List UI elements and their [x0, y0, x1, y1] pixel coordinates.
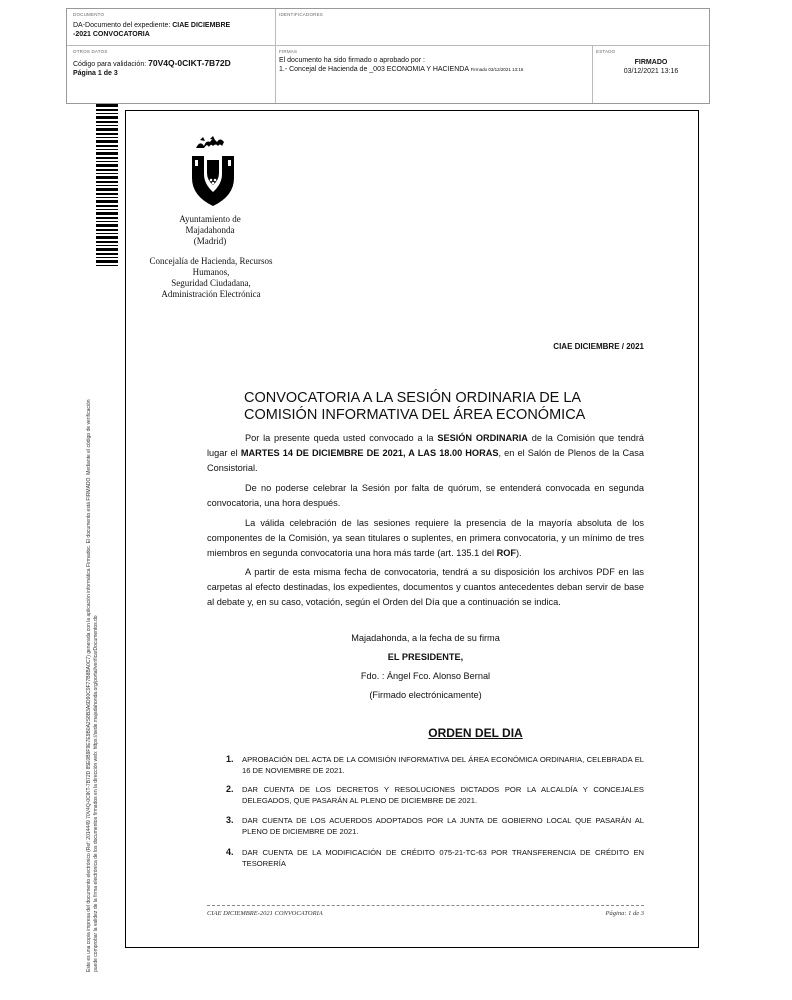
barcode-bar — [96, 217, 118, 219]
agenda-item-text: DAR CUENTA DE LA MODIFICACIÓN DE CRÉDITO 075-21-TC-63 POR TRANSFERENCIA DE CRÉDITO EN TESORERÍA — [242, 848, 644, 868]
divider — [592, 45, 593, 103]
divider — [67, 45, 709, 46]
divider — [275, 9, 276, 103]
barcode-bar — [96, 229, 118, 231]
paragraph-quorum: De no poderse celebrar la Sesión por falta de quórum, se entenderá convocada en segunda convocatoria, una hora después. — [207, 483, 644, 508]
verification-barcode — [96, 104, 118, 266]
identificadores-label: IDENTIFICADORES — [279, 12, 324, 17]
estado-cell — [596, 49, 706, 76]
sign-name: Fdo. : Ángel Fco. Alonso Bernal — [360, 671, 491, 681]
firmas-line2: 1.- Concejal de Hacienda de _003 ECONOMIA Y HACIENDA Firmado 03/12/2021 13:16 — [279, 66, 524, 73]
sign-place: Majadahonda, a la fecha de su firma — [351, 633, 500, 643]
barcode-bar — [96, 140, 118, 143]
barcode-bar — [96, 169, 118, 171]
barcode-bar — [96, 193, 118, 195]
document-header — [66, 8, 710, 104]
barcode-bar — [96, 188, 118, 191]
pagina-count: Página 1 de 3 — [73, 70, 118, 77]
agenda-item-text: DAR CUENTA DE LOS ACUERDOS ADOPTADOS POR LA JUNTA DE GOBIERNO LOCAL QUE PASARÁN AL PLENO DE DICIEMBRE DE 2021. — [242, 816, 644, 836]
barcode-bar — [96, 265, 118, 266]
documento-cell — [73, 12, 273, 39]
document-title — [244, 390, 644, 424]
barcode-bar — [96, 257, 118, 258]
barcode-bar — [96, 104, 118, 107]
barcode-bar — [96, 260, 118, 263]
sign-role: EL PRESIDENTE, — [387, 652, 464, 662]
side-verification-text-1: Este es una copia impresa del documento electrónico (Ref: 2014449 70V4Q-0CIKT-7B72D 85E0B9F9E7E9B0A2S8B3A6D90C9F77B8BA0C7) generada con la aplicación informática Firmadoc. El documento está FIRMADO. Mediante el código de verificación — [86, 399, 92, 972]
barcode-bar — [96, 181, 118, 183]
barcode-bar — [96, 212, 118, 215]
barcode-bar — [96, 164, 118, 167]
barcode-bar — [96, 125, 118, 126]
barcode-bar — [96, 197, 118, 198]
organization-name — [150, 214, 270, 247]
barcode-bar — [96, 113, 118, 114]
barcode-bar — [96, 200, 118, 203]
barcode-bar — [96, 121, 118, 123]
title-line1: CONVOCATORIA A LA SESIÓN ORDINARIA DE LA — [244, 390, 582, 406]
barcode-bar — [96, 233, 118, 234]
barcode-bar — [96, 221, 118, 222]
otros-datos-cell — [73, 49, 273, 78]
agenda-item-text: APROBACIÓN DEL ACTA DE LA COMISIÓN INFORMATIVA DEL ÁREA ECONÓMICA ORDINARIA, CELEBRADA EL 16 DE NOVIEMBRE DE 2021. — [242, 755, 644, 775]
dept-line1: Concejalía de Hacienda, Recursos — [149, 256, 273, 266]
barcode-bar — [96, 224, 118, 227]
barcode-bar — [96, 173, 118, 174]
barcode-bar — [96, 245, 118, 246]
department-name — [138, 256, 284, 300]
org-line1: Ayuntamiento de — [179, 214, 241, 224]
firmas-line1: El documento ha sido firmado o aprobado por : — [279, 57, 425, 64]
footer-left: CIAE DICIEMBRE-2021 CONVOCATORIA — [207, 910, 323, 917]
barcode-bar — [96, 157, 118, 159]
side-verification-text-2: puede comprobar la validez de la firma electrónica de los documentos firmados en la dirección web: https://sede.majadahonda.org/portal/verificarDocumentos.do — [93, 615, 99, 972]
estado-label: ESTADO — [596, 49, 616, 54]
barcode-bar — [96, 248, 118, 251]
paragraph-convocatoria: Por la presente queda usted convocado a la SESIÓN ORDINARIA de la Comisión que tendrá lugar el MARTES 14 DE DICIEMBRE DE 2021, A LAS 18.00 HORAS, en el Salón de Plenos de la Casa Consistorial. — [207, 433, 644, 473]
barcode-bar — [96, 241, 118, 243]
barcode-bar — [96, 236, 118, 239]
dept-line2: Humanos, — [192, 267, 230, 277]
org-line2: Majadahonda — [185, 225, 235, 235]
paragraph-validez: La válida celebración de las sesiones requiere la presencia de la mayoría absoluta de los componentes de la Comisión, ya sean titulares o suplentes, en primera convocatoria, y un mínimo de tres miembros en segunda convocatoria una hora más tarde (art. 135.1 del ROF). — [207, 518, 644, 558]
org-line3: (Madrid) — [193, 236, 227, 246]
agenda-item-number: 3. — [226, 815, 234, 825]
documento-text: DA-Documento del expediente: CIAE DICIEMBRE -2021 CONVOCATORIA — [73, 22, 231, 38]
barcode-bar — [96, 116, 118, 119]
agenda-item-number: 2. — [226, 784, 234, 794]
codigo-validacion: Código para validación: 70V4Q-0CIKT-7B72D — [73, 58, 231, 68]
documento-label: DOCUMENTO — [73, 12, 105, 17]
document-reference: CIAE DICIEMBRE / 2021 — [553, 342, 644, 351]
title-line2: COMISIÓN INFORMATIVA DEL ÁREA ECONÓMICA — [244, 407, 586, 423]
agenda-item-number: 4. — [226, 847, 234, 857]
identificadores-cell — [279, 12, 579, 17]
barcode-bar — [96, 149, 118, 150]
agenda-item-text: DAR CUENTA DE LOS DECRETOS Y RESOLUCIONES DICTADOS POR LA ALCALDÍA Y CONCEJALES DELEGADOS, QUE PASARÁN AL PLENO DE DICIEMBRE DE 2021. — [242, 785, 644, 805]
barcode-bar — [96, 152, 118, 155]
footer-page: Página: 1 de 3 — [605, 910, 644, 917]
estado-date: 03/12/2021 13:16 — [623, 68, 679, 75]
dept-line4: Administración Electrónica — [161, 289, 261, 299]
agenda-item-number: 1. — [226, 754, 234, 764]
barcode-bar — [96, 109, 118, 111]
firmas-label: FIRMAS — [279, 49, 298, 54]
sign-note: (Firmado electrónicamente) — [369, 690, 482, 700]
firmas-cell — [279, 49, 589, 74]
dept-line3: Seguridad Ciudadana, — [171, 278, 251, 288]
barcode-bar — [96, 133, 118, 135]
barcode-bar — [96, 205, 118, 207]
majadahonda-coat-of-arms-icon — [190, 136, 236, 208]
barcode-bar — [96, 253, 118, 255]
estado-value: FIRMADO — [634, 59, 668, 66]
barcode-bar — [96, 185, 118, 186]
barcode-bar — [96, 161, 118, 162]
signature-block — [207, 632, 644, 701]
barcode-bar — [96, 137, 118, 138]
footer-rule — [207, 905, 644, 906]
barcode-bar — [96, 128, 118, 131]
barcode-bar — [96, 176, 118, 179]
barcode-bar — [96, 209, 118, 210]
orden-del-dia-title: ORDEN DEL DIA — [428, 726, 523, 740]
otros-datos-label: OTROS DATOS — [73, 49, 108, 54]
barcode-bar — [96, 145, 118, 147]
paragraph-documentacion: A partir de esta misma fecha de convocatoria, tendrá a su disposición los archivos PDF en las carpetas al efecto destinadas, los expedientes, documentos y cuantos antecedentes deban servir de base al debate y, en su caso, votación, según el Orden del Día que a continuación se indica. — [207, 567, 644, 607]
